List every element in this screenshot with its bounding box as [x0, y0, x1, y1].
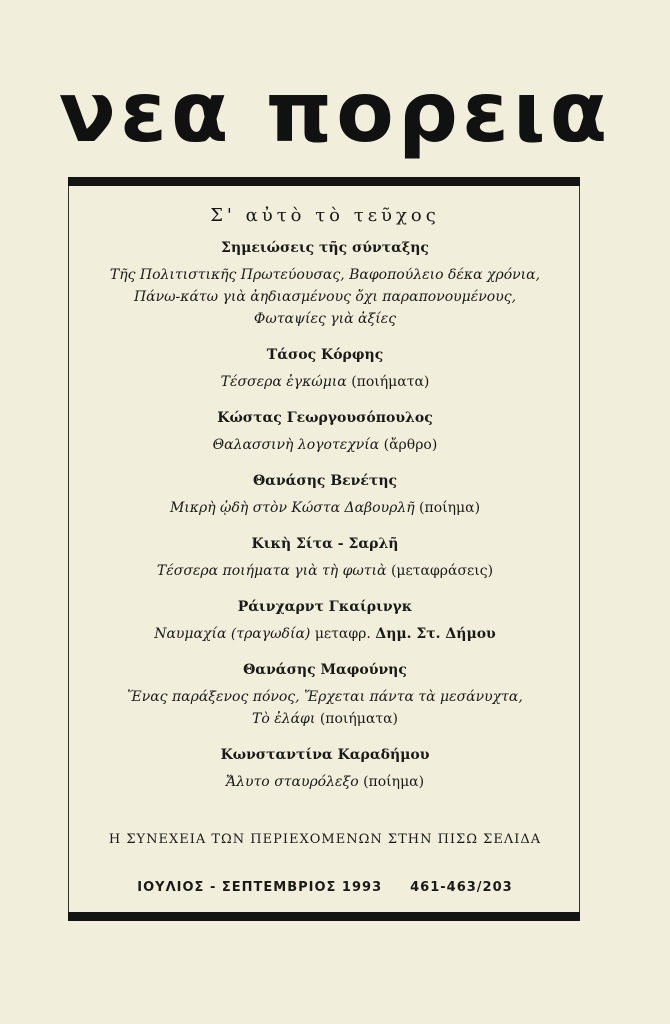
- contents-entry: [80, 240, 570, 330]
- contents-entry: [80, 662, 570, 730]
- entry-author: Θανάσης Μαφούνης: [243, 662, 407, 678]
- table-of-contents: [80, 205, 570, 810]
- entry-work-line: [80, 434, 570, 456]
- contents-entry: [80, 599, 570, 645]
- entry-work-line: [80, 308, 570, 330]
- work-title: Τῆς Πολιτιστικῆς Πρωτεύουσας, Βαφοπούλειο δέκα χρόνια,: [109, 267, 541, 283]
- contents-entry: [80, 347, 570, 393]
- work-title: Ναυμαχία (τραγωδία): [154, 626, 311, 642]
- entry-work-line: [80, 708, 570, 730]
- work-translator: Δημ. Στ. Δήμου: [375, 626, 496, 642]
- entry-author: Σημειώσεις τῆς σύνταξης: [221, 240, 429, 256]
- entry-author: Θανάσης Βενέτης: [252, 473, 398, 489]
- entry-work-line: [80, 771, 570, 793]
- work-title: Τὸ ἐλάφι: [252, 711, 316, 727]
- bottom-rule: [68, 912, 580, 921]
- work-genre-note: (ποιήματα): [319, 711, 398, 727]
- work-title: Ἕνας παράξενος πόνος, Ἔρχεται πάντα τὰ μεσάνυχτα,: [127, 689, 523, 705]
- work-genre-note: (ποίημα): [419, 500, 481, 516]
- entry-work-line: [80, 560, 570, 582]
- issue-line: [80, 880, 570, 895]
- work-genre-note: (ποιήματα): [351, 374, 430, 390]
- issue-number: 461-463/203: [410, 880, 513, 895]
- contents-entry: [80, 473, 570, 519]
- work-title: Θαλασσινὴ λογοτεχνία: [212, 437, 380, 453]
- contents-entry: [80, 536, 570, 582]
- work-genre-note: (ποίημα): [363, 774, 425, 790]
- entry-author: Τάσος Κόρφης: [266, 347, 384, 363]
- work-genre-note: (ἄρθρο): [383, 437, 438, 453]
- work-title: Ἄλυτο σταυρόλεξο: [225, 774, 359, 790]
- entry-work-line: [80, 264, 570, 286]
- entry-author: Κωνσταντίνα Καραδήμου: [220, 747, 430, 763]
- work-title: Μικρὴ ᾠδὴ στὸν Κώστα Δαβουρλῆ: [169, 500, 415, 516]
- entry-work-line: [80, 286, 570, 308]
- contents-entry: [80, 410, 570, 456]
- work-title: Πάνω-κάτω γιὰ ἀηδιασμένους ὄχι παραπονουμένους,: [133, 289, 517, 305]
- entry-work-line: [80, 623, 570, 645]
- entry-work-line: [80, 686, 570, 708]
- work-title: Τέσσερα ἐγκώμια: [220, 374, 347, 390]
- work-genre-note: (μεταφράσεις): [390, 563, 494, 579]
- entry-author: Κώστας Γεωργουσόπουλος: [217, 410, 433, 426]
- entry-work-line: [80, 497, 570, 519]
- entry-work-line: [80, 371, 570, 393]
- contents-heading: Σ' αὐτὸ τὸ τεῦχος: [210, 205, 440, 226]
- work-title: Φωταψίες γιὰ ἀξίες: [253, 311, 397, 327]
- continued-note: Η ΣΥΝΕΧΕΙΑ ΤΩΝ ΠΕΡΙΕΧΟΜΕΝΩΝ ΣΤΗΝ ΠΙΣΩ ΣΕΛΙΔΑ: [108, 832, 542, 847]
- masthead-title: νεα πορεια: [58, 63, 612, 161]
- left-frame-line: [68, 186, 69, 912]
- issue-period: ΙΟΥΛΙΟΣ - ΣΕΠΤΕΜΒΡΙΟΣ 1993: [137, 880, 383, 895]
- entry-author: Ράινχαρντ Γκαίρινγκ: [237, 599, 413, 615]
- right-frame-line: [579, 186, 580, 912]
- contents-entry: [80, 747, 570, 793]
- entry-author: Κικὴ Σίτα - Σαρλῆ: [251, 536, 399, 552]
- work-genre-note: μεταφρ.: [314, 626, 371, 642]
- top-rule: [68, 177, 580, 186]
- work-title: Τέσσερα ποιήματα γιὰ τὴ φωτιὰ: [156, 563, 387, 579]
